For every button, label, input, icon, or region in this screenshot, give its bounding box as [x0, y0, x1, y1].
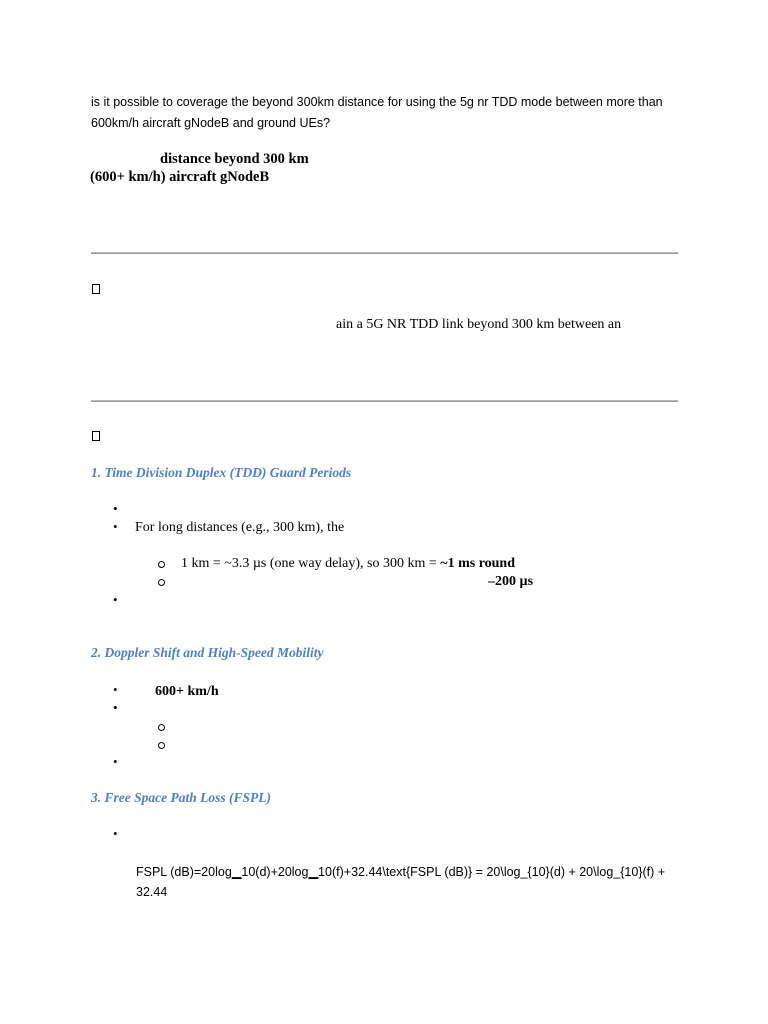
missing-glyph-icon — [92, 431, 100, 441]
h1-sub-1-plain: 1 km = ~3.3 µs (one way delay), so 300 km = — [181, 556, 441, 571]
bold-line-distance: distance beyond 300 km — [160, 151, 309, 167]
bullet-dot: • — [113, 592, 118, 607]
bullet-dot: • — [113, 501, 118, 516]
divider-1 — [91, 252, 678, 254]
heading-tdd-guard-periods: 1. Time Division Duplex (TDD) Guard Periods — [91, 465, 352, 480]
bullet-dot: • — [113, 754, 118, 769]
sub-bullet-circle — [158, 579, 165, 586]
h1-bullet-text: For long distances (e.g., 300 km), the — [135, 520, 345, 535]
sub-bullet-circle — [158, 724, 165, 731]
divider-2 — [91, 400, 678, 402]
h2-bullet-speed: 600+ km/h — [155, 684, 219, 699]
section-fragment: ain a 5G NR TDD link beyond 300 km between an — [336, 317, 622, 332]
fspl-formula: FSPL (dB)=20log▁10(d)+20log▁10(f)+32.44\text{FSPL (dB)} = 20\log_{10}(d) + 20\log_{10}(f) + 32.44 — [136, 865, 666, 899]
heading-doppler-shift: 2. Doppler Shift and High-Speed Mobility — [91, 645, 324, 660]
question-text: is it possible to coverage the beyond 300km distance for using the 5g nr TDD mode between more than 600km/h aircraft gNodeB and ground UEs? — [91, 95, 663, 130]
sub-bullet-circle — [158, 742, 165, 749]
bullet-dot: • — [113, 519, 118, 534]
missing-glyph-icon — [92, 284, 100, 294]
h1-sub-bullet-2: –200 µs — [488, 574, 534, 589]
heading-fspl: 3. Free Space Path Loss (FSPL) — [91, 790, 271, 805]
h1-sub-1-bold: ~1 ms round — [440, 556, 516, 571]
bullet-dot: • — [113, 682, 118, 697]
bullet-dot: • — [113, 700, 118, 715]
h1-sub-bullet-1 — [181, 556, 515, 572]
bullet-dot: • — [113, 826, 118, 841]
sub-bullet-circle — [158, 561, 165, 568]
bold-line-aircraft: (600+ km/h) aircraft gNodeB — [90, 169, 270, 185]
